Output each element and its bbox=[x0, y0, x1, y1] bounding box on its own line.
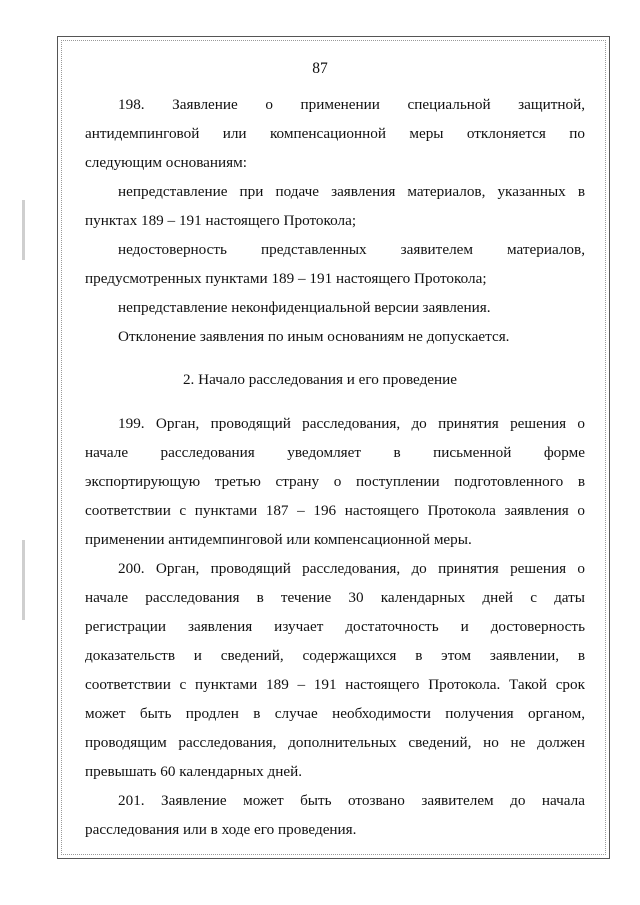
paragraph-198-line-2: антидемпинговой или компенсационной меры отклоняется по bbox=[85, 125, 585, 142]
scan-edge-mark bbox=[22, 200, 25, 260]
paragraph-200-line-7: проводящим расследования, дополнительных сведений, но не должен bbox=[85, 734, 585, 751]
paragraph-200-line-2: начале расследования в течение 30 календарных дней с даты bbox=[85, 589, 585, 606]
paragraph-200-line-1: 200. Орган, проводящий расследования, до принятия решения о bbox=[118, 560, 585, 577]
paragraph-200-line-6: может быть продлен в случае необходимости получения органом, bbox=[85, 705, 585, 722]
paragraph-199-line-5: применении антидемпинговой или компенсационной меры. bbox=[85, 531, 472, 548]
paragraph-199-line-1: 199. Орган, проводящий расследования, до принятия решения о bbox=[118, 415, 585, 432]
ground-1-line-2: пунктах 189 – 191 настоящего Протокола; bbox=[85, 212, 357, 229]
paragraph-201-line-2: расследования или в ходе его проведения. bbox=[85, 821, 357, 838]
paragraph-200-line-3: регистрации заявления изучает достаточность и достоверность bbox=[85, 618, 585, 635]
paragraph-200-line-4: доказательств и сведений, содержащихся в этом заявлении, в bbox=[85, 647, 585, 664]
paragraph-200-line-8: превышать 60 календарных дней. bbox=[85, 763, 302, 780]
ground-2-line-1: недостоверность представленных заявителем материалов, bbox=[118, 241, 585, 258]
paragraph-199-line-2: начале расследования уведомляет в письменной форме bbox=[85, 444, 585, 461]
rejection-note-line: Отклонение заявления по иным основаниям не допускается. bbox=[118, 328, 510, 345]
ground-2-line-2: предусмотренных пунктами 189 – 191 настоящего Протокола; bbox=[85, 270, 487, 287]
ground-3-line: непредставление неконфиденциальной версии заявления. bbox=[118, 299, 491, 316]
page-number: 87 bbox=[312, 60, 328, 77]
paragraph-199-line-3: экспортирующую третью страну о поступлении подготовленного в bbox=[85, 473, 585, 490]
paragraph-200-line-5: соответствии с пунктами 189 – 191 настоящего Протокола. Такой срок bbox=[85, 676, 585, 693]
paragraph-201-line-1: 201. Заявление может быть отозвано заявителем до начала bbox=[118, 792, 585, 809]
paragraph-198-line-3: следующим основаниям: bbox=[85, 154, 247, 171]
scan-edge-mark bbox=[22, 540, 25, 620]
paragraph-198-line-1: 198. Заявление о применении специальной защитной, bbox=[118, 96, 585, 113]
section-heading: 2. Начало расследования и его проведение bbox=[182, 371, 458, 388]
paragraph-199-line-4: соответствии с пунктами 187 – 196 настоящего Протокола заявления о bbox=[85, 502, 585, 519]
ground-1-line-1: непредставление при подаче заявления материалов, указанных в bbox=[118, 183, 585, 200]
